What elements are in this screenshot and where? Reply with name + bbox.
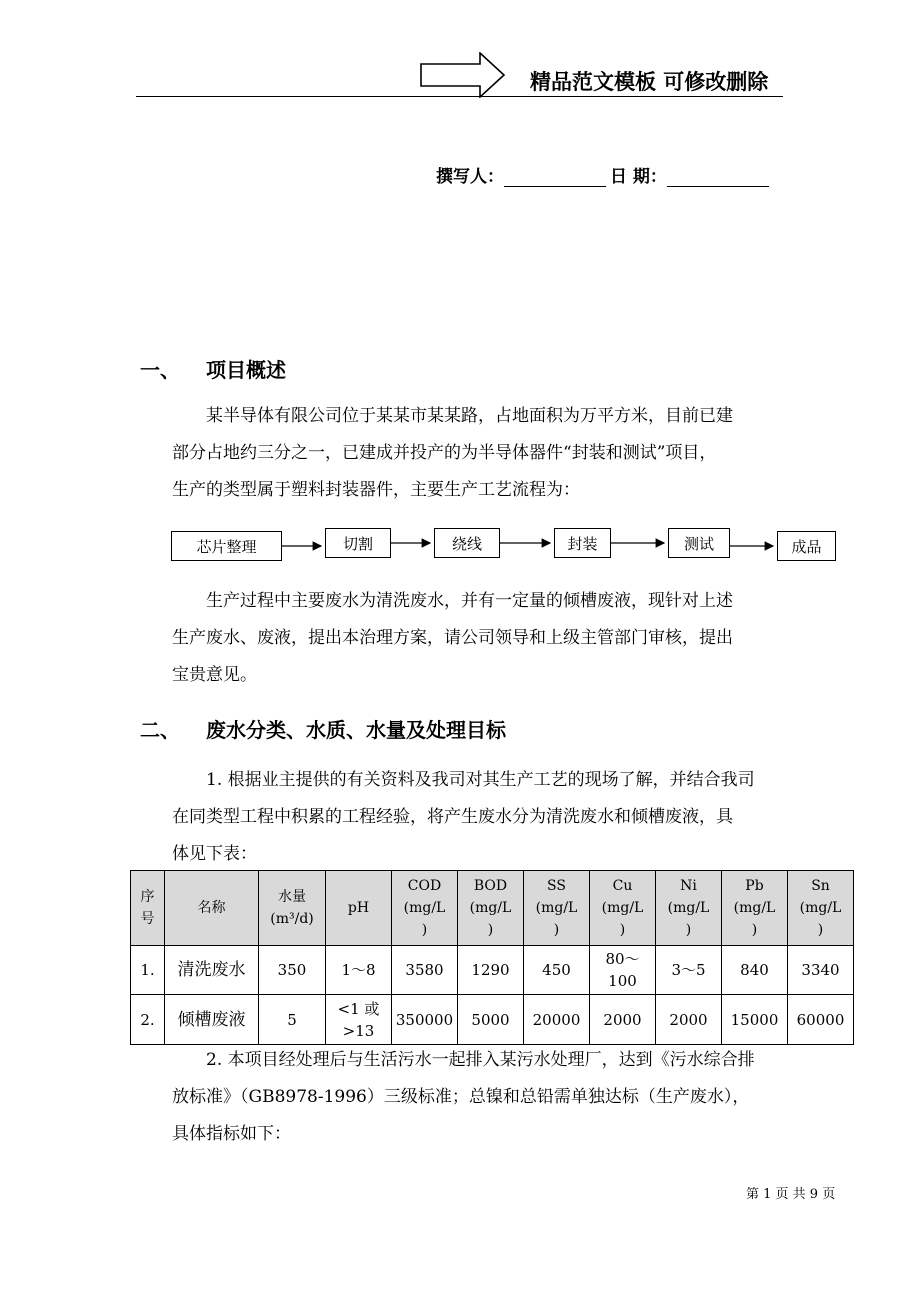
cell-pb: 840 [722, 946, 788, 995]
text-line: 宝贵意见。 [172, 665, 257, 685]
text-line: 生产废水、废液，提出本治理方案，请公司领导和上级主管部门审核，提出 [172, 628, 733, 648]
cell-flow: 350 [259, 946, 326, 995]
cell-bod: 5000 [458, 995, 524, 1045]
flow-step-chip-sorting: 芯片整理 [171, 531, 282, 561]
flow-step-wire-bonding: 绕线 [434, 528, 500, 558]
cell-name: 倾槽废液 [165, 995, 259, 1045]
section2-item1 [172, 762, 755, 873]
cell-cod: 350000 [392, 995, 458, 1045]
header-cell-cu: Cu (mg/L ) [590, 871, 656, 946]
cell-ph: 1～8 [326, 946, 392, 995]
section2-item2 [172, 1042, 755, 1153]
table-header-row [131, 871, 854, 946]
cell-ss: 450 [524, 946, 590, 995]
header-cell-ss: SS (mg/L ) [524, 871, 590, 946]
flow-step-finished: 成品 [777, 531, 836, 561]
section1-title: 项目概述 [206, 358, 286, 382]
cell-pb: 15000 [722, 995, 788, 1045]
cell-sn: 3340 [788, 946, 854, 995]
page-number: 第 1 页 共 9 页 [746, 1187, 836, 1202]
cell-name: 清洗废水 [165, 946, 259, 995]
flow-arrows [0, 0, 920, 600]
table-row [131, 995, 854, 1045]
header-cell-pb: Pb (mg/L ) [722, 871, 788, 946]
section2-number: 二、 [140, 718, 180, 742]
header-title: 精品范文模板 可修改删除 [530, 70, 769, 94]
text-line: 体见下表： [172, 844, 257, 864]
text-line: 1. 根据业主提供的有关资料及我司对其生产工艺的现场了解，并结合我司 [206, 770, 755, 790]
author-label: 撰写人： [436, 167, 504, 187]
cell-ph: <1 或 >13 [326, 995, 392, 1045]
header-cell-bod: BOD (mg/L ) [458, 871, 524, 946]
cell-no: 1. [131, 946, 165, 995]
text-line: 2. 本项目经处理后与生活污水一起排入某污水处理厂，达到《污水综合排 [206, 1050, 755, 1070]
section2-title: 废水分类、水质、水量及处理目标 [206, 718, 506, 742]
date-label: 日 期： [610, 167, 667, 187]
header-cell-flow: 水量 (m³/d) [259, 871, 326, 946]
cell-ni: 3～5 [656, 946, 722, 995]
section1-number: 一、 [140, 358, 180, 382]
text-line: 生产过程中主要废水为清洗废水，并有一定量的倾槽废液，现针对上述 [206, 591, 733, 611]
cell-cu: 2000 [590, 995, 656, 1045]
section2-heading [140, 714, 506, 743]
table-row [131, 946, 854, 995]
cell-no: 2. [131, 995, 165, 1045]
section1-paragraph2 [172, 583, 733, 694]
header-cell-no: 序 号 [131, 871, 165, 946]
header-cell-cod: COD (mg/L ) [392, 871, 458, 946]
cell-flow: 5 [259, 995, 326, 1045]
cell-cod: 3580 [392, 946, 458, 995]
text-line: 部分占地约三分之一，已建成并投产的为半导体器件“封装和测试”项目， [172, 443, 717, 463]
cell-ni: 2000 [656, 995, 722, 1045]
header-cell-sn: Sn (mg/L ) [788, 871, 854, 946]
text-line: 放标准》（GB8978-1996）三级标准；总镍和总铅需单独达标（生产废水）， [172, 1087, 750, 1107]
flow-step-packaging: 封装 [554, 528, 611, 558]
cell-ss: 20000 [524, 995, 590, 1045]
flow-step-cutting: 切割 [325, 528, 391, 558]
flow-step-testing: 测试 [668, 528, 730, 558]
wastewater-table [130, 870, 854, 1045]
cell-cu: 80～ 100 [590, 946, 656, 995]
header-cell-name: 名称 [165, 871, 259, 946]
header-cell-ni: Ni (mg/L ) [656, 871, 722, 946]
cell-bod: 1290 [458, 946, 524, 995]
text-line: 生产的类型属于塑料封装器件，主要生产工艺流程为： [172, 480, 580, 500]
header-cell-ph: pH [326, 871, 392, 946]
text-line: 在同类型工程中积累的工程经验，将产生废水分为清洗废水和倾槽废液，具 [172, 807, 733, 827]
text-line: 某半导体有限公司位于某某市某某路，占地面积为万平方米，目前已建 [206, 406, 733, 426]
text-line: 具体指标如下： [172, 1124, 291, 1144]
cell-sn: 60000 [788, 995, 854, 1045]
